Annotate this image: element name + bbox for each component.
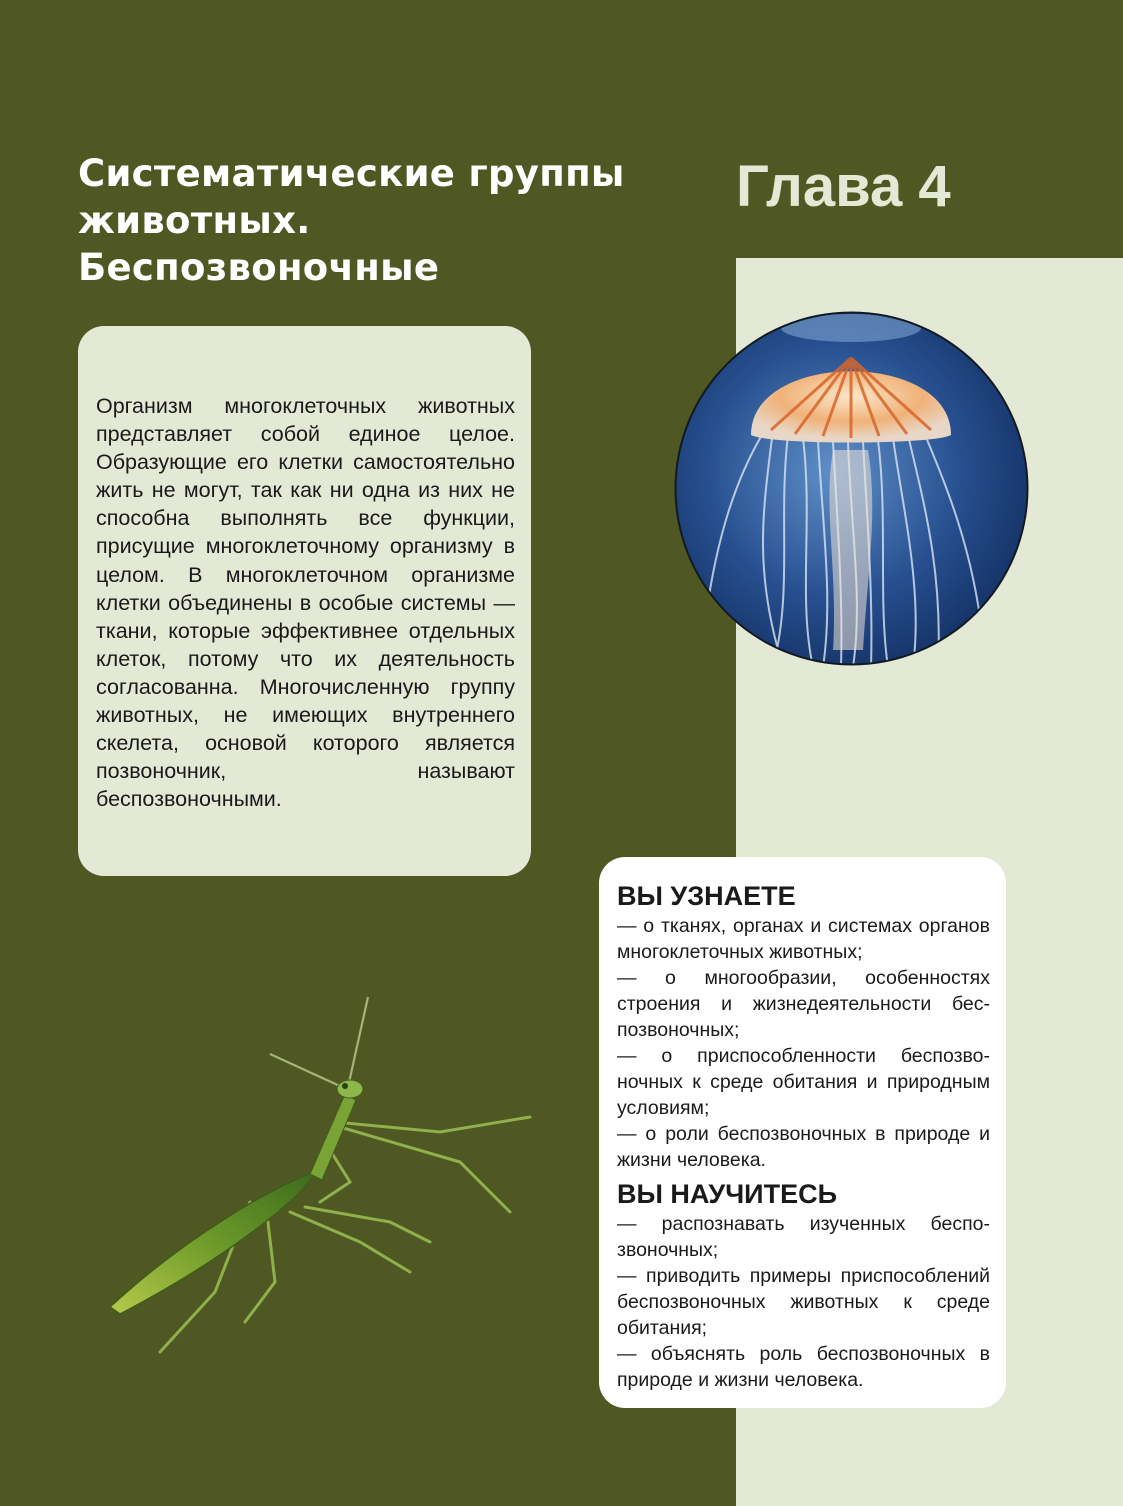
chapter-title-line-2: животных. (78, 199, 311, 242)
list-item: — объяснять роль беспозвоночных в природе и жизни человека. (617, 1343, 990, 1391)
list-item: — о роли беспозвоночных в природе и жизни человека. (617, 1123, 990, 1171)
objectives-box (599, 857, 1006, 1408)
you-will-be-able-list (617, 1211, 990, 1393)
list-item: — о тканях, органах и системах органов многоклеточных животных; (617, 915, 990, 963)
intro-box (78, 326, 531, 876)
list-item: — приводить примеры приспособлений беспозвоночных животных к среде обитания; (617, 1265, 990, 1339)
you-will-learn-heading: ВЫ УЗНАЕТЕ (617, 881, 796, 911)
list-item: — о многообразии, особенностях строения и жизнедеятельности беспозвоночных; (617, 967, 990, 1041)
chapter-title-line-3: Беспозвоночные (78, 246, 440, 289)
list-item: — распознавать изученных беспозвоночных; (617, 1213, 990, 1261)
you-will-be-able-heading: ВЫ НАУЧИТЕСЬ (617, 1179, 837, 1209)
chapter-title-line-1: Систематические группы (78, 152, 625, 195)
you-will-learn-list (617, 913, 990, 1173)
chapter-title (78, 150, 698, 291)
chapter-number: Глава 4 (736, 154, 951, 219)
list-item: — о приспособленности беспозвоночных к среде обитания и природным условиям; (617, 1045, 990, 1119)
intro-text: Организм многоклеточных животных представляет собой единое целое. Образующие его клетки самостоятельно жить не могут, так как ни одна из них не способна выполнять все функции, присущие многоклеточному организму в целом. В многоклеточном организме клетки объединены в особые системы — ткани, которые эффективнее отдельных клеток, потому что их деятельность согласованна. Многочисленную группу животных, не имеющих внутреннего скелета, основой которого является позвоночник, называют беспозвоночными. (96, 394, 515, 812)
praying-mantis-illustration (100, 992, 540, 1372)
jellyfish-photo (673, 310, 1030, 667)
